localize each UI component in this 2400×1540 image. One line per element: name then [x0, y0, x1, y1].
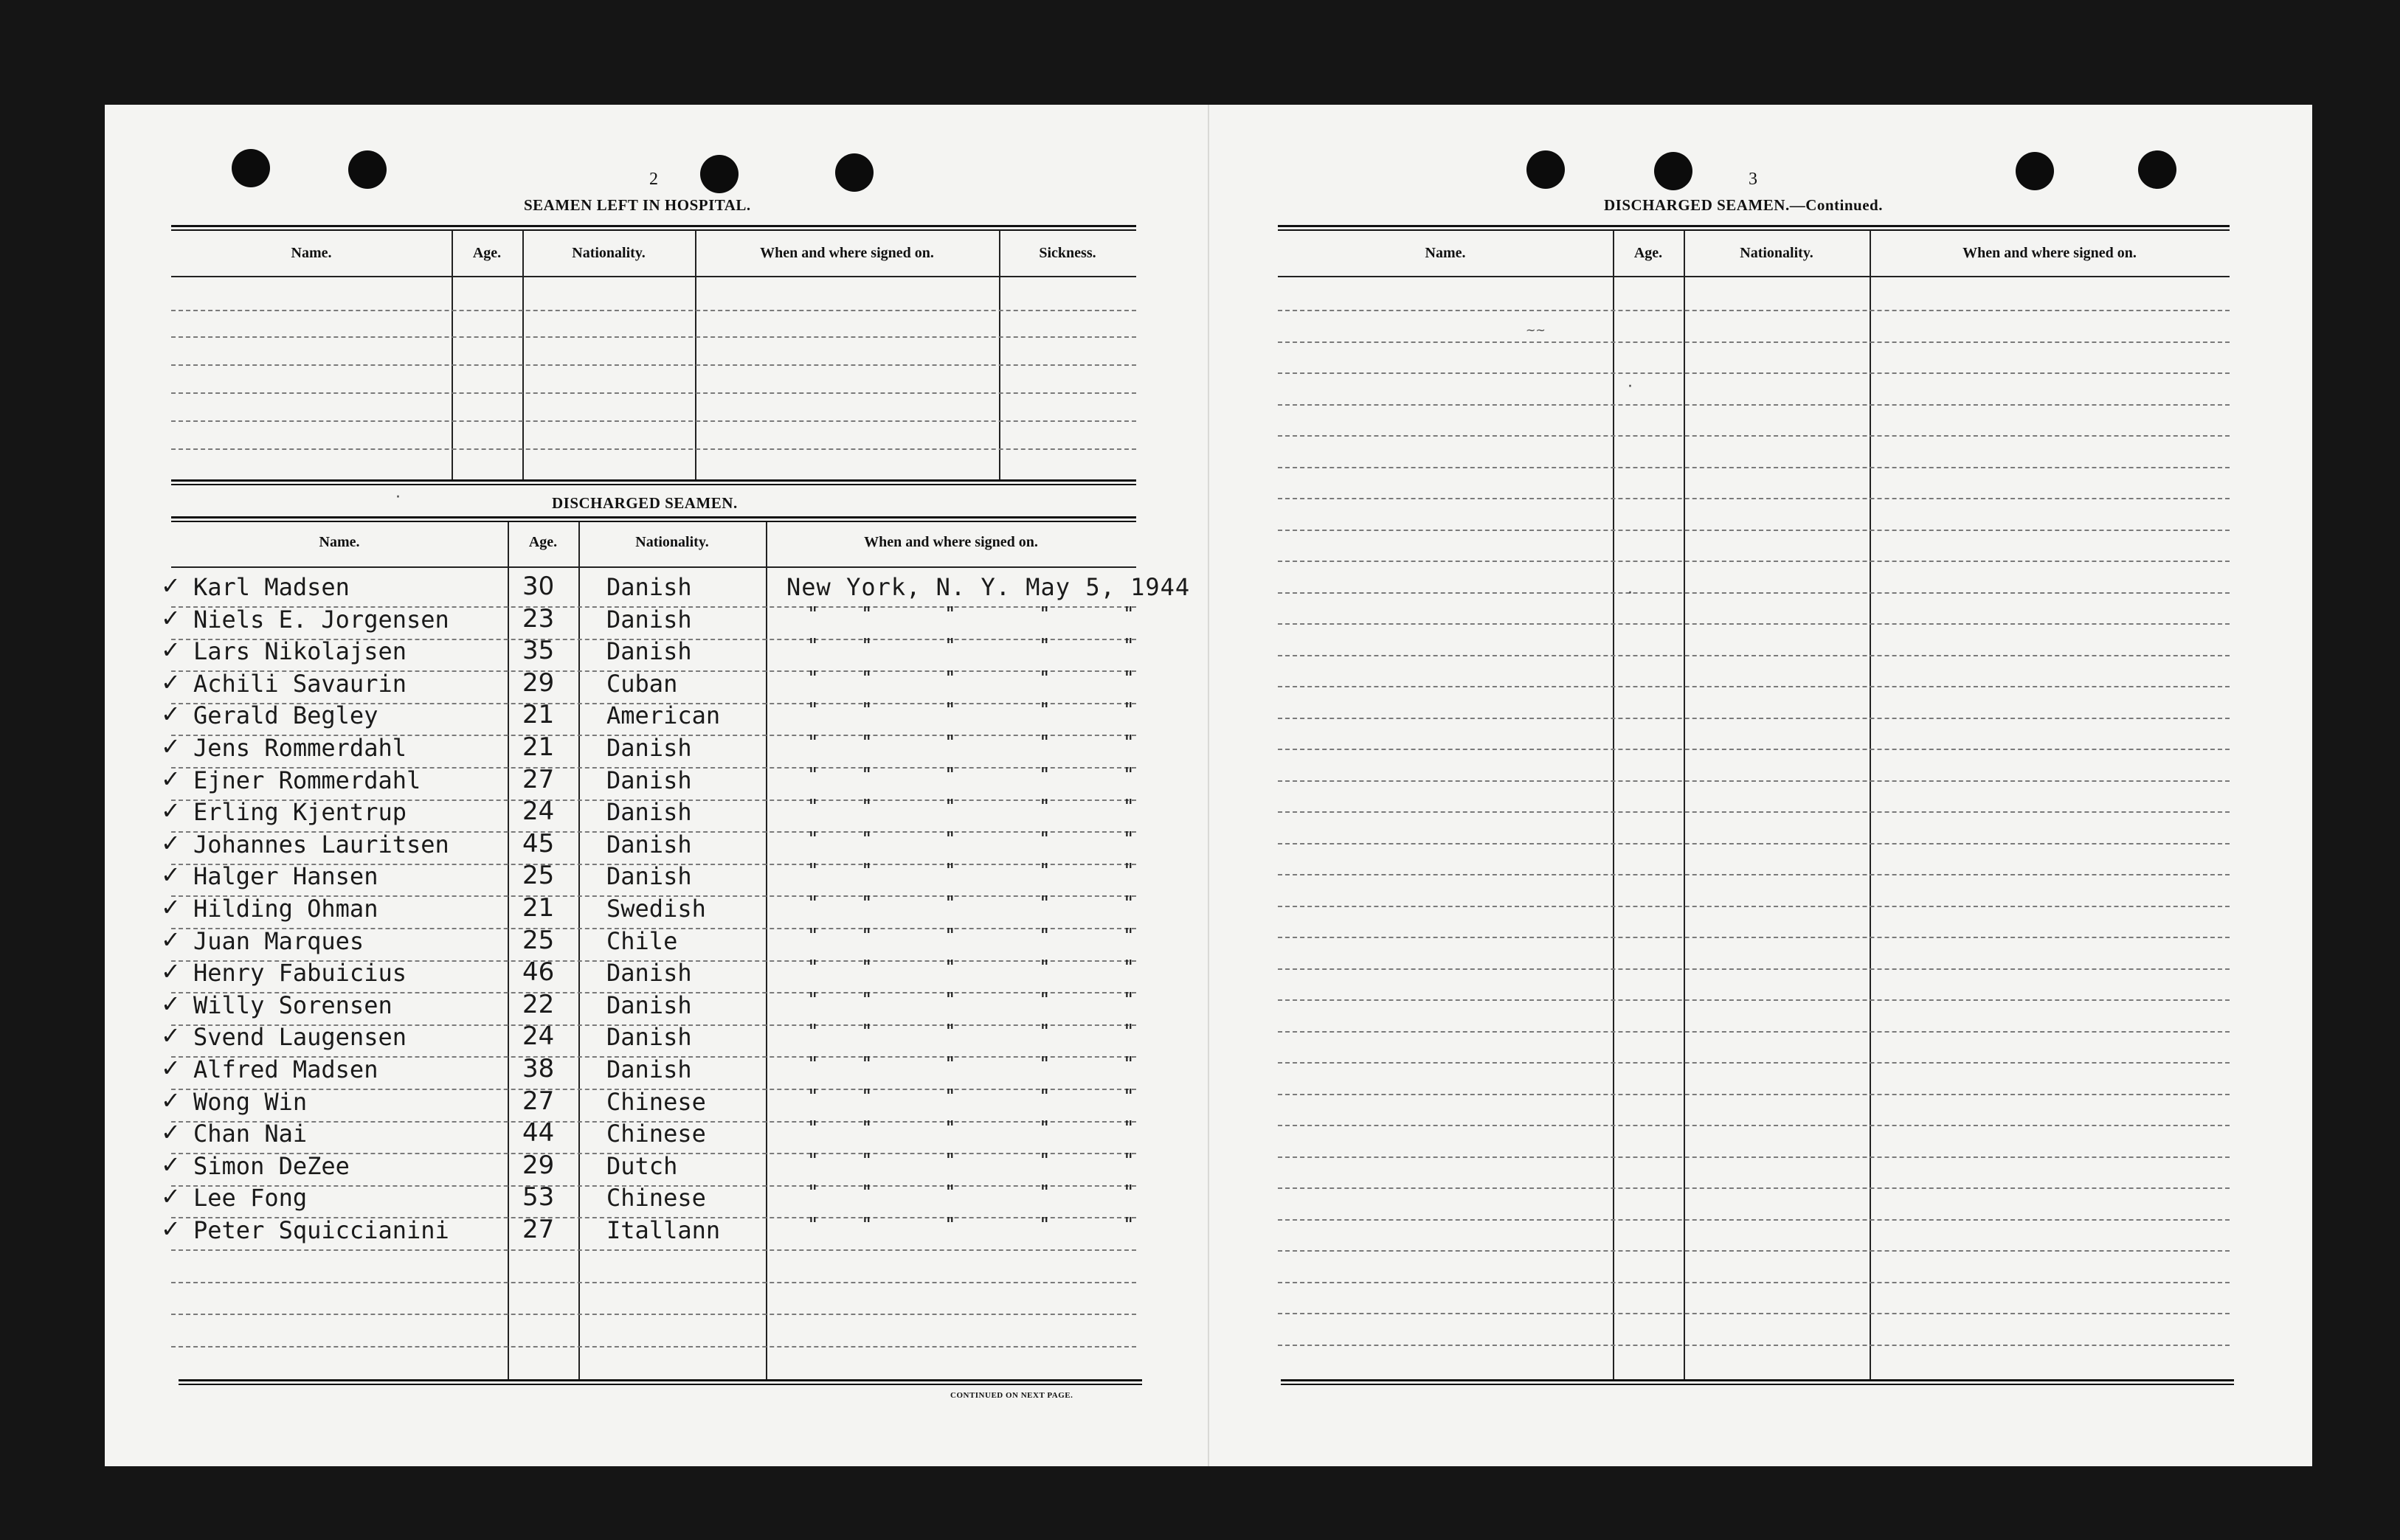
- seaman-age: 21: [522, 893, 555, 923]
- ditto-mark: ": [807, 1086, 819, 1108]
- check-mark: ✓: [161, 893, 181, 921]
- ruled-line: [171, 1346, 1136, 1348]
- ditto-mark: ": [861, 635, 873, 657]
- ditto-mark: ": [861, 1214, 873, 1236]
- punch-hole: [2016, 152, 2054, 190]
- check-mark: ✓: [161, 926, 181, 954]
- ditto-mark: ": [944, 860, 956, 882]
- col-nationality-header: Nationality.: [635, 534, 709, 550]
- seaman-nationality: Danish: [606, 637, 692, 665]
- check-mark: ✓: [161, 829, 181, 857]
- seaman-name: Chan Nai: [193, 1120, 308, 1148]
- right-table-header-rule: [1278, 276, 2230, 277]
- ditto-mark: ": [944, 989, 956, 1011]
- ditto-mark: ": [807, 957, 819, 979]
- ruled-line: [171, 448, 1136, 450]
- ruled-line: [1278, 592, 2230, 594]
- ruled-line: [171, 1249, 1136, 1251]
- ditto-mark: ": [944, 1117, 956, 1140]
- ruled-line: [1278, 435, 2230, 437]
- seaman-age: 22: [522, 990, 555, 1019]
- column-divider: [452, 230, 453, 479]
- ditto-mark: ": [1039, 1214, 1051, 1236]
- hospital-table-top-rule: [171, 225, 1136, 227]
- ruled-line: [171, 420, 1136, 422]
- ruled-line: [1278, 874, 2230, 875]
- ditto-mark: ": [944, 1214, 956, 1236]
- ditto-mark: ": [861, 828, 873, 850]
- ditto-mark: ": [807, 989, 819, 1011]
- ruled-line: [171, 392, 1136, 394]
- column-divider: [999, 230, 1000, 479]
- ruled-line: [1278, 937, 2230, 938]
- column-divider: [1870, 230, 1871, 1379]
- check-mark: ✓: [161, 1118, 181, 1146]
- ditto-mark: ": [807, 603, 819, 625]
- ditto-mark: ": [1039, 989, 1051, 1011]
- seaman-age: 44: [522, 1118, 555, 1148]
- ruled-line: [1278, 1345, 2230, 1346]
- seaman-nationality: Danish: [606, 959, 692, 987]
- ditto-mark: ": [1123, 699, 1135, 721]
- check-mark: ✓: [161, 1151, 181, 1179]
- ruled-line: [171, 336, 1136, 338]
- punch-hole: [1526, 150, 1565, 189]
- ruled-line: [1278, 1219, 2230, 1221]
- ditto-mark: ": [861, 989, 873, 1011]
- ditto-mark: ": [1039, 764, 1051, 786]
- stray-mark: ·: [1628, 584, 1633, 603]
- seaman-nationality: Swedish: [606, 895, 706, 923]
- ruled-line: [1278, 404, 2230, 406]
- ruled-line: [171, 364, 1136, 366]
- discharged-table-bottom-rule: [179, 1379, 1142, 1381]
- ditto-mark: ": [944, 892, 956, 915]
- seaman-name: Gerald Begley: [193, 701, 378, 729]
- ditto-mark: ": [1123, 764, 1135, 786]
- seaman-name: Erling Kjentrup: [193, 798, 407, 826]
- seaman-age: 38: [522, 1054, 555, 1083]
- check-mark: ✓: [161, 700, 181, 728]
- ditto-mark: ": [807, 1182, 819, 1204]
- page-number: 3: [1749, 170, 1757, 189]
- ruled-line: [171, 1314, 1136, 1315]
- ditto-mark: ": [1039, 1150, 1051, 1172]
- ditto-mark: ": [1123, 828, 1135, 850]
- ditto-mark: ": [861, 925, 873, 947]
- ruled-line: [1278, 561, 2230, 562]
- ditto-mark: ": [861, 892, 873, 915]
- ditto-mark: ": [807, 925, 819, 947]
- col-signed-on-header: When and where signed on.: [864, 534, 1038, 550]
- ditto-mark: ": [807, 1214, 819, 1236]
- col-name-header: Name.: [319, 534, 360, 550]
- ditto-mark: ": [944, 764, 956, 786]
- ruled-line: [1278, 999, 2230, 1001]
- seaman-name: Juan Marques: [193, 927, 364, 955]
- check-mark: ✓: [161, 668, 181, 696]
- seaman-age: 25: [522, 926, 555, 955]
- seaman-name: Peter Squiccianini: [193, 1216, 449, 1244]
- right-table-top-rule: [1278, 225, 2230, 227]
- ruled-line: [1278, 1250, 2230, 1252]
- ruled-line: [1278, 310, 2230, 311]
- ruled-line: [1278, 906, 2230, 907]
- ditto-mark: ": [807, 699, 819, 721]
- ditto-mark: ": [1123, 860, 1135, 882]
- ditto-mark: ": [944, 796, 956, 818]
- punch-hole: [1654, 152, 1692, 190]
- check-mark: ✓: [161, 732, 181, 760]
- ditto-mark: ": [807, 1117, 819, 1140]
- check-mark: ✓: [161, 861, 181, 889]
- ditto-mark: ": [1039, 1182, 1051, 1204]
- ditto-mark: ": [944, 828, 956, 850]
- ditto-mark: ": [1123, 1182, 1135, 1204]
- ditto-mark: ": [1123, 892, 1135, 915]
- ruled-line: [1278, 1094, 2230, 1095]
- ditto-mark: ": [944, 1021, 956, 1043]
- seaman-nationality: Chinese: [606, 1120, 706, 1148]
- ditto-mark: ": [1039, 1117, 1051, 1140]
- ditto-mark: ": [1123, 989, 1135, 1011]
- seaman-nationality: Danish: [606, 1055, 692, 1083]
- ruled-line: [1278, 341, 2230, 343]
- seaman-age: 27: [522, 1086, 555, 1116]
- col-name-header: Name.: [1425, 245, 1466, 261]
- ditto-mark: ": [861, 732, 873, 754]
- seaman-age: 21: [522, 732, 555, 762]
- col-name-header: Name.: [291, 245, 332, 261]
- ditto-mark: ": [1039, 925, 1051, 947]
- ditto-mark: ": [1123, 796, 1135, 818]
- check-mark: ✓: [161, 765, 181, 793]
- ditto-mark: ": [1039, 635, 1051, 657]
- ditto-mark: ": [807, 764, 819, 786]
- col-signed-on-header: When and where signed on.: [760, 245, 934, 261]
- ditto-mark: ": [807, 1021, 819, 1043]
- page-number: 2: [649, 170, 658, 189]
- seaman-name: Henry Fabuicius: [193, 959, 407, 987]
- ditto-mark: ": [944, 732, 956, 754]
- column-divider: [522, 230, 524, 479]
- stray-mark: ~~: [1526, 323, 1546, 337]
- seaman-age: 24: [522, 1022, 555, 1051]
- ditto-mark: ": [1039, 732, 1051, 754]
- seaman-name: Achili Savaurin: [193, 670, 407, 698]
- col-sickness-header: Sickness.: [1039, 245, 1096, 261]
- ditto-mark: ": [861, 1086, 873, 1108]
- col-age-header: Age.: [528, 534, 558, 550]
- ditto-mark: ": [1123, 635, 1135, 657]
- hospital-table-bottom-rule: [171, 479, 1136, 482]
- ditto-mark: ": [944, 603, 956, 625]
- ruled-line: [1278, 1156, 2230, 1158]
- ditto-mark: ": [861, 699, 873, 721]
- ditto-mark: ": [861, 764, 873, 786]
- check-mark: ✓: [161, 636, 181, 664]
- seaman-name: Willy Sorensen: [193, 991, 392, 1019]
- hospital-table-header-rule: [171, 276, 1136, 277]
- ditto-mark: ": [1123, 1053, 1135, 1075]
- ditto-mark: ": [1123, 1214, 1135, 1236]
- ditto-mark: ": [861, 796, 873, 818]
- ditto-mark: ": [1039, 699, 1051, 721]
- seaman-age: 24: [522, 797, 555, 826]
- seaman-name: Lee Fong: [193, 1184, 308, 1212]
- ditto-mark: ": [1123, 667, 1135, 690]
- ditto-mark: ": [807, 1150, 819, 1172]
- seaman-name: Lars Nikolajsen: [193, 637, 407, 665]
- seaman-nationality: Danish: [606, 862, 692, 890]
- seaman-age: 27: [522, 765, 555, 794]
- ditto-mark: ": [1123, 925, 1135, 947]
- seaman-age: 46: [522, 957, 555, 987]
- discharged-table-top-rule: [171, 516, 1136, 518]
- ditto-mark: ": [1039, 796, 1051, 818]
- seaman-nationality: Cuban: [606, 670, 678, 698]
- seaman-name: Johannes Lauritsen: [193, 830, 449, 859]
- ruled-line: [1278, 655, 2230, 656]
- ruled-line: [1278, 843, 2230, 844]
- punch-hole: [348, 150, 387, 189]
- ditto-mark: ": [944, 667, 956, 690]
- check-mark: ✓: [161, 1215, 181, 1243]
- ditto-mark: ": [1039, 667, 1051, 690]
- ditto-mark: ": [807, 860, 819, 882]
- check-mark: ✓: [161, 1182, 181, 1210]
- ruled-line: [1278, 718, 2230, 719]
- ditto-mark: ": [807, 732, 819, 754]
- seaman-age: 21: [522, 700, 555, 729]
- ditto-mark: ": [1123, 1021, 1135, 1043]
- ditto-mark: ": [1123, 1150, 1135, 1172]
- ditto-mark: ": [1039, 1086, 1051, 1108]
- seaman-name: Alfred Madsen: [193, 1055, 378, 1083]
- seaman-nationality: Dutch: [606, 1152, 678, 1180]
- ditto-mark: ": [1039, 957, 1051, 979]
- seaman-nationality: Danish: [606, 798, 692, 826]
- seaman-nationality: Chinese: [606, 1088, 706, 1116]
- ditto-mark: ": [807, 828, 819, 850]
- ditto-mark: ": [1123, 603, 1135, 625]
- check-mark: ✓: [161, 1054, 181, 1082]
- check-mark: ✓: [161, 990, 181, 1018]
- ditto-mark: ": [807, 667, 819, 690]
- check-mark: ✓: [161, 1086, 181, 1114]
- right-page-title: DISCHARGED SEAMEN.—Continued.: [1604, 196, 1883, 214]
- seaman-nationality: Chile: [606, 927, 678, 955]
- seaman-name: Karl Madsen: [193, 573, 350, 601]
- ditto-mark: ": [944, 1182, 956, 1204]
- ruled-line: [1278, 623, 2230, 625]
- seaman-nationality: Chinese: [606, 1184, 706, 1212]
- stray-mark: ·: [1628, 378, 1633, 396]
- ditto-mark: ": [861, 1182, 873, 1204]
- ruled-line: [1278, 1282, 2230, 1283]
- continued-note: CONTINUED ON NEXT PAGE.: [950, 1391, 1073, 1400]
- seaman-nationality: Itallann: [606, 1216, 721, 1244]
- ditto-mark: ": [1039, 1053, 1051, 1075]
- ruled-line: [1278, 1187, 2230, 1189]
- ruled-line: [1278, 1031, 2230, 1033]
- col-age-header: Age.: [472, 245, 502, 261]
- punch-hole: [700, 155, 739, 193]
- seaman-name: Svend Laugensen: [193, 1023, 407, 1051]
- col-nationality-header: Nationality.: [1740, 245, 1813, 261]
- ruled-line: [1278, 498, 2230, 499]
- ditto-mark: ": [944, 1150, 956, 1172]
- ditto-mark: ": [944, 957, 956, 979]
- seaman-name: Niels E. Jorgensen: [193, 606, 449, 634]
- ditto-mark: ": [1039, 892, 1051, 915]
- ruled-line: [1278, 1062, 2230, 1064]
- seaman-nationality: Danish: [606, 830, 692, 859]
- seaman-nationality: Danish: [606, 606, 692, 634]
- ditto-mark: ": [861, 860, 873, 882]
- seaman-name: Halger Hansen: [193, 862, 378, 890]
- ruled-line: [1278, 968, 2230, 970]
- check-mark: ✓: [161, 797, 181, 825]
- ruled-line: [1278, 811, 2230, 813]
- ruled-line: [1278, 372, 2230, 374]
- ditto-mark: ": [1123, 732, 1135, 754]
- punch-hole: [2138, 150, 2176, 189]
- ruled-line: [171, 310, 1136, 311]
- seaman-name: Simon DeZee: [193, 1152, 350, 1180]
- seaman-name: Ejner Rommerdahl: [193, 766, 421, 794]
- ditto-mark: ": [1039, 828, 1051, 850]
- ditto-mark: ": [861, 1117, 873, 1140]
- ditto-mark: ": [1039, 603, 1051, 625]
- ditto-mark: ": [861, 1150, 873, 1172]
- seaman-age: 30: [522, 572, 555, 601]
- seaman-nationality: Danish: [606, 573, 692, 601]
- seaman-age: 35: [522, 636, 555, 665]
- ditto-mark: ": [1123, 1117, 1135, 1140]
- seaman-age: 29: [522, 1151, 555, 1180]
- ditto-mark: ": [807, 635, 819, 657]
- page-fold: [1208, 105, 1209, 1466]
- ditto-mark: ": [807, 1053, 819, 1075]
- ruled-line: [1278, 1125, 2230, 1126]
- ditto-mark: ": [944, 1053, 956, 1075]
- seaman-age: 23: [522, 604, 555, 634]
- seaman-age: 29: [522, 668, 555, 698]
- seaman-age: 27: [522, 1215, 555, 1244]
- ruled-line: [1278, 1313, 2230, 1314]
- col-age-header: Age.: [1633, 245, 1663, 261]
- check-mark: ✓: [161, 604, 181, 632]
- seaman-age: 25: [522, 861, 555, 890]
- ruled-line: [1278, 467, 2230, 468]
- seaman-nationality: Danish: [606, 991, 692, 1019]
- seaman-nationality: Danish: [606, 1023, 692, 1051]
- seaman-age: 53: [522, 1182, 555, 1212]
- ruled-line: [1278, 780, 2230, 782]
- stray-mark: ·: [395, 488, 401, 507]
- seaman-age: 45: [522, 829, 555, 859]
- ditto-mark: ": [1039, 860, 1051, 882]
- ditto-mark: ": [861, 1053, 873, 1075]
- seaman-name: Jens Rommerdahl: [193, 734, 407, 762]
- ditto-mark: ": [1123, 957, 1135, 979]
- check-mark: ✓: [161, 572, 181, 600]
- seaman-nationality: Danish: [606, 766, 692, 794]
- ditto-mark: ": [807, 892, 819, 915]
- ruled-line: [1278, 749, 2230, 750]
- column-divider: [695, 230, 696, 479]
- col-signed-on-header: When and where signed on.: [1962, 245, 2137, 261]
- check-mark: ✓: [161, 957, 181, 985]
- right-table-bottom-rule: [1281, 1379, 2234, 1381]
- ledger-spread: [105, 105, 2312, 1466]
- ditto-mark: ": [1039, 1021, 1051, 1043]
- column-divider: [1613, 230, 1614, 1379]
- seaman-name: Hilding Ohman: [193, 895, 378, 923]
- signed-on-place-date: New York, N. Y. May 5, 1944: [786, 573, 1191, 601]
- check-mark: ✓: [161, 1022, 181, 1050]
- seaman-nationality: Danish: [606, 734, 692, 762]
- ditto-mark: ": [861, 1021, 873, 1043]
- seaman-name: Wong Win: [193, 1088, 308, 1116]
- ruled-line: [1278, 530, 2230, 531]
- discharged-table-header-rule: [171, 566, 1136, 568]
- column-divider: [1684, 230, 1685, 1379]
- ditto-mark: ": [807, 796, 819, 818]
- seaman-nationality: American: [606, 701, 721, 729]
- ditto-mark: ": [944, 925, 956, 947]
- col-nationality-header: Nationality.: [572, 245, 646, 261]
- punch-hole: [232, 149, 270, 187]
- punch-hole: [835, 153, 874, 192]
- ruled-line: [171, 1282, 1136, 1283]
- ditto-mark: ": [861, 957, 873, 979]
- ditto-mark: ": [944, 1086, 956, 1108]
- ditto-mark: ": [944, 635, 956, 657]
- hospital-section-title: SEAMEN LEFT IN HOSPITAL.: [524, 196, 751, 214]
- ditto-mark: ": [944, 699, 956, 721]
- ditto-mark: ": [861, 667, 873, 690]
- ditto-mark: ": [1123, 1086, 1135, 1108]
- ditto-mark: ": [861, 603, 873, 625]
- discharged-section-title: DISCHARGED SEAMEN.: [552, 494, 738, 512]
- ruled-line: [1278, 686, 2230, 687]
